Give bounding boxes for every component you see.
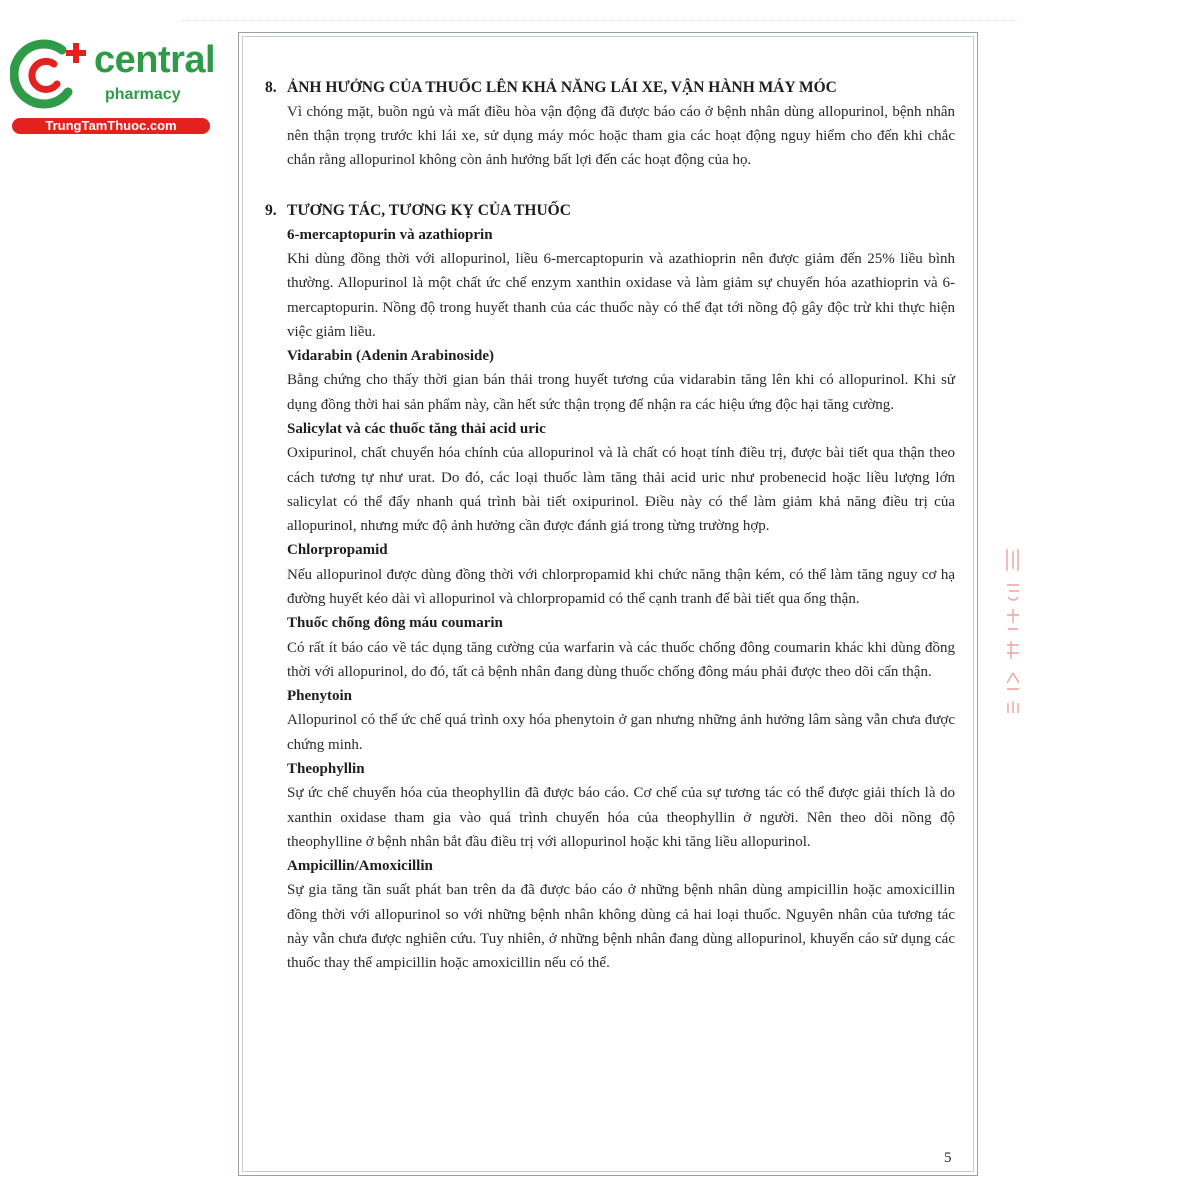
subsection-heading: Vidarabin (Adenin Arabinoside): [287, 347, 494, 364]
subsection-heading: Ampicillin/Amoxicillin: [287, 857, 433, 874]
subsection-text: Nếu allopurinol được dùng đồng thời với chlorpropamid khi chức năng thận kém, có thể làm tăng nguy cơ hạ đường huyết kéo dài vì allopurinol và chlorpropamid có thể cạnh tranh để bài tiết qua ống thận.: [287, 566, 955, 607]
subsection-text: Oxipurinol, chất chuyển hóa chính của allopurinol và là chất có hoạt tính điều trị, được bài tiết qua thận theo cách tương tự như urat. Do đó, các loại thuốc làm tăng thải acid uric như probenecid hoặc liều lượng lớn salicylat có thể đẩy nhanh quá trình bài tiết oxipurinol. Điều này có thể làm giảm khả năng điều trị của allopurinol, nhưng mức độ ảnh hưởng cần được đánh giá trong từng trường hợp.: [287, 445, 955, 534]
approval-stamp-mark: [1003, 545, 1023, 715]
subsection-text: Sự gia tăng tần suất phát ban trên da đã được báo cáo ở những bệnh nhân dùng ampicillin hoặc amoxicillin đồng thời với allopurinol so với những bệnh nhân không dùng cả hai loại thuốc. Nguyên nhân của tương tác này vẫn chưa được nghiên cứu. Tuy nhiên, ở những bệnh nhân đang dùng allopurinol, khuyến cáo sử dụng các thuốc thay thế ampicillin hoặc amoxicillin nếu có thể.: [287, 882, 955, 972]
subsection-text: Khi dùng đồng thời với allopurinol, liều 6-mercaptopurin và azathioprin nên được giảm đến 25% liều bình thường. Allopurinol là một chất ức chế enzym xanthin oxidase và làm giảm sự chuyển hóa azathioprin và 6-mercaptopurin. Nồng độ trong huyết thanh của các thuốc này có thể đạt tới nồng độ gây độc trừ khi thực hiện việc giảm liều.: [287, 251, 955, 340]
logo-sub-text: pharmacy: [105, 86, 181, 103]
section-8-paragraph: Vì chóng mặt, buồn ngủ và mất điều hòa vận động đã được báo cáo ở bệnh nhân dùng allopurinol, bệnh nhân nên thận trọng trước khi lái xe, sử dụng máy móc hoặc tham gia các hoạt động nguy hiểm cho đến khi chắc chắn rằng allopurinol không còn ảnh hưởng bất lợi đến các hoạt động của họ.: [287, 104, 955, 169]
subsection-heading: Chlorpropamid: [287, 542, 388, 559]
subsection-heading: 6-mercaptopurin và azathioprin: [287, 226, 493, 243]
subsection-heading: Thuốc chống đông máu coumarin: [287, 615, 503, 632]
logo-brand-text: central: [94, 39, 216, 81]
subsection-text: Bằng chứng cho thấy thời gian bán thải trong huyết tương của vidarabin tăng lên khi có allopurinol. Khi sử dụng đồng thời hai sản phẩm này, cần hết sức thận trọng để nhận ra các hiệu ứng độc hại tăng cường.: [287, 372, 955, 413]
section-8-title-text: ẢNH HƯỞNG CỦA THUỐC LÊN KHẢ NĂNG LÁI XE, VẬN HÀNH MÁY MÓC: [287, 79, 837, 96]
page-number: 5: [944, 1150, 952, 1166]
section-9-title: [265, 199, 955, 223]
subsection-heading: Phenytoin: [287, 687, 353, 704]
pharmacy-cross-icon: [10, 36, 94, 116]
section-8-number: 8.: [265, 79, 277, 96]
section-9-number: 9.: [265, 201, 277, 219]
central-pharmacy-logo[interactable]: [10, 36, 215, 136]
section-8-title: [265, 76, 955, 100]
subsection-text: Có rất ít báo cáo về tác dụng tăng cường của warfarin và các thuốc chống đông coumarin khác khi dùng đồng thời với allopurinol, do đó, tất cả bệnh nhân đang dùng thuốc chống đông máu phải được theo dõi cẩn thận.: [287, 639, 955, 680]
top-edge-marks: [180, 0, 1020, 21]
subsection-text: Allopurinol có thể ức chế quá trình oxy hóa phenytoin ở gan nhưng những ảnh hưởng lâm sàng vẫn chưa được chứng minh.: [287, 712, 955, 753]
subsection-text: Sự ức chế chuyển hóa của theophyllin đã được báo cáo. Cơ chế của sự tương tác có thể được giải thích là do xanthin oxidase tham gia vào quá trình chuyển hóa của theophyllin ở người. Nên theo dõi nồng độ theophylline ở bệnh nhân bắt đầu điều trị với allopurinol hoặc khi tăng liều allopurinol.: [287, 785, 955, 850]
section-spacer: [265, 173, 955, 199]
document-content: [265, 76, 955, 975]
subsection-heading: Theophyllin: [287, 760, 365, 777]
logo-website-banner[interactable]: TrungTamThuoc.com: [12, 118, 210, 134]
subsection-heading: Salicylat và các thuốc tăng thải acid uric: [287, 420, 546, 437]
section-9-title-text: TƯƠNG TÁC, TƯƠNG KỴ CỦA THUỐC: [287, 201, 571, 219]
